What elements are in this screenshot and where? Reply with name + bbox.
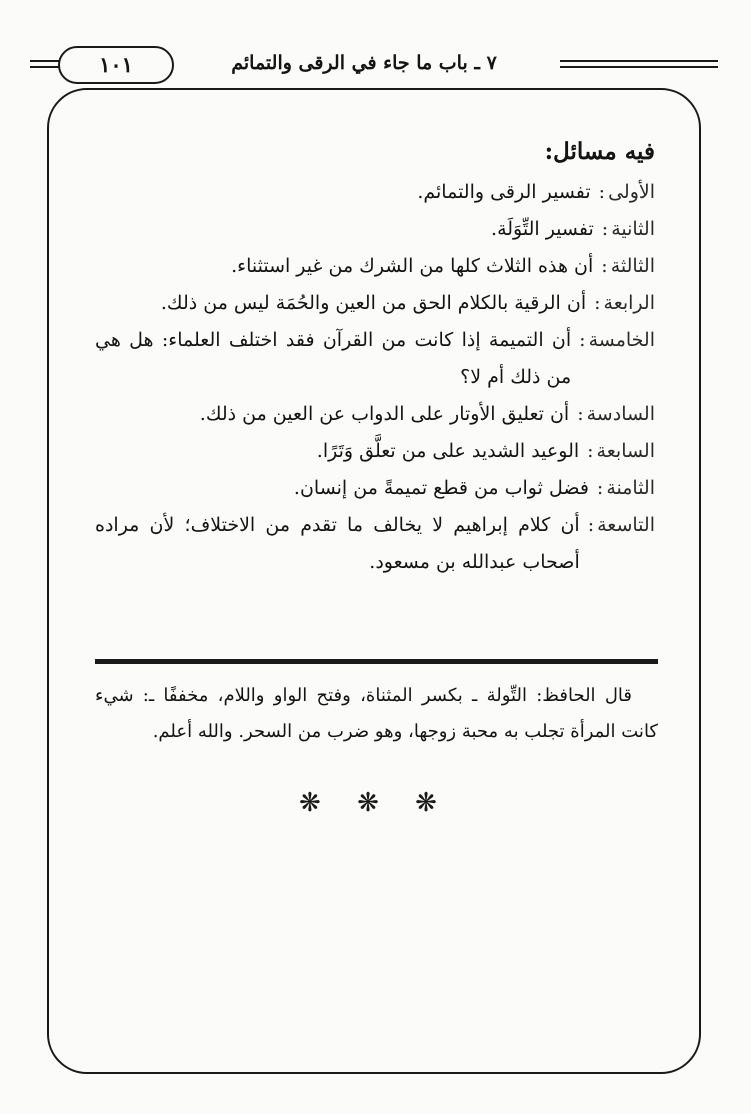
issue-text: فضل ثواب من قطع تميمةً من إنسان. <box>293 477 589 499</box>
issue-text: أن التميمة إذا كانت من القرآن فقد اختلف العلماء: هل هي من ذلك أم لا؟ <box>95 329 572 388</box>
issue-text: أن الرقية بالكلام الحق من العين والحُمَة ليس من ذلك. <box>160 292 587 314</box>
issue-label: السادسة : <box>569 396 655 433</box>
issues-section <box>95 130 655 581</box>
issue-label: الرابعة : <box>586 285 655 322</box>
header-rule-right <box>560 60 718 68</box>
running-title: ٧ ـ باب ما جاء في الرقى والتمائم <box>231 52 497 74</box>
issue-text: أن تعليق الأوتار على الدواب عن العين من ذلك. <box>199 403 570 425</box>
section-title: فيه مسائل: <box>544 138 655 165</box>
issue-label: التاسعة : <box>580 507 655 581</box>
footnote-divider <box>95 659 658 664</box>
issue-text: تفسير التِّوَلَة. <box>491 218 594 240</box>
footnote <box>95 678 658 750</box>
issue-item <box>95 322 655 396</box>
issue-label: الخامسة : <box>571 322 655 396</box>
issue-item <box>95 507 655 581</box>
page-number-badge: ١٠١ <box>58 46 174 84</box>
issue-item <box>95 285 655 322</box>
issue-item <box>95 396 655 433</box>
page-header <box>30 40 720 90</box>
issue-text: أن هذه الثلاث كلها من الشرك من غير استثناء. <box>231 255 594 277</box>
issue-label: الثالثة : <box>593 248 655 285</box>
issue-item <box>95 211 655 248</box>
issue-label: الأولى : <box>591 174 655 211</box>
issue-text: تفسير الرقى والتمائم. <box>417 181 591 203</box>
issue-label: الثانية : <box>594 211 655 248</box>
issue-item <box>95 174 655 211</box>
issue-text: أن كلام إبراهيم لا يخالف ما تقدم من الاختلاف؛ لأن مراده أصحاب عبدالله بن مسعود. <box>95 514 580 573</box>
footnote-text: قال الحافظ: التِّولة ـ بكسر المثناة، وفتح الواو واللام، مخففًا ـ: شيء كانت المرأة تجلب به محبة زوجها، وهو ضرب من السحر. والله أعلم. <box>95 685 658 742</box>
issue-item <box>95 248 655 285</box>
issue-item <box>95 433 655 470</box>
issue-label: السابعة : <box>579 433 655 470</box>
issue-label: الثامنة : <box>589 470 655 507</box>
issue-item <box>95 470 655 507</box>
issue-text: الوعيد الشديد على من تعلَّق وَتَرًا. <box>316 440 580 462</box>
section-end-ornament: ❋ ❋ ❋ <box>299 788 451 818</box>
header-rule-left <box>30 60 60 68</box>
